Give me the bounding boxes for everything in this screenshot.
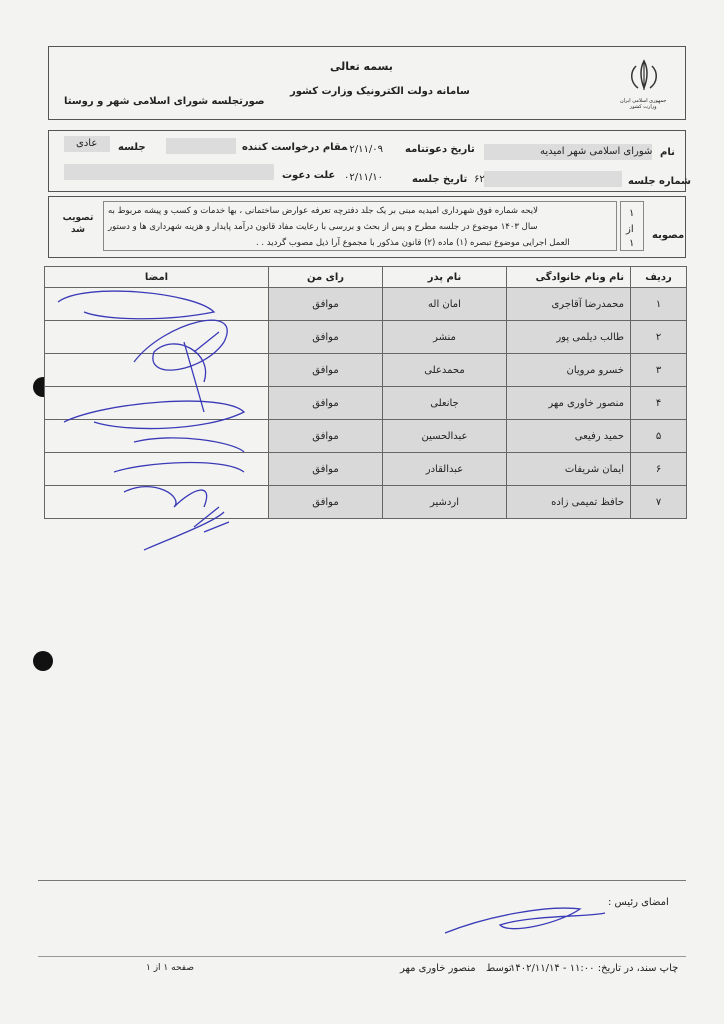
invite-date-label: تاریخ دعوتنامه [405, 144, 475, 155]
vote: موافق [269, 354, 383, 387]
row-index: ۱ [631, 288, 687, 321]
invite-date-value: ۰۲/۱۱/۰۹ [344, 144, 383, 155]
header-vote: رای من [269, 267, 383, 288]
session-date-value: ۰۲/۱۱/۱۰ [344, 172, 383, 183]
vote: موافق [269, 486, 383, 519]
session-number-field [484, 171, 622, 187]
row-index: ۷ [631, 486, 687, 519]
resolution-status: تصویب شد [62, 213, 94, 235]
signature-6 [144, 507, 229, 550]
father-name: منشر [383, 321, 507, 354]
vote: موافق [269, 321, 383, 354]
member-name: حمید رفیعی [507, 420, 631, 453]
binder-hole-bottom [33, 651, 53, 671]
father-name: اردشیر [383, 486, 507, 519]
father-name: امان اله [383, 288, 507, 321]
member-signatures [44, 282, 266, 562]
chairman-signature [440, 895, 610, 945]
resolution-number: ۱ [629, 208, 635, 219]
session-number-label: شماره جلسه [628, 176, 691, 187]
row-index: ۴ [631, 387, 687, 420]
header-box [48, 46, 686, 120]
footer-line [38, 956, 686, 957]
father-name: محمدعلی [383, 354, 507, 387]
print-date: چاپ سند، در تاریخ: ۱۱:۰۰ - ۱۴۰۲/۱۱/۱۴ [510, 963, 679, 974]
vote: موافق [269, 420, 383, 453]
session-number-value: ۶۲ [474, 174, 485, 185]
meeting-type-label: جلسه [118, 142, 146, 153]
emblem-caption: جمهوری اسلامی ایران وزارت کشور [620, 98, 667, 110]
resolution-total: ۱ [629, 238, 635, 249]
system-title: سامانه دولت الکترونیک وزارت کشور [290, 86, 470, 97]
chairman-signature-label: امضای رئیس : [608, 897, 669, 908]
member-name: محمدرضا آقاجری [507, 288, 631, 321]
signature-1 [58, 291, 214, 319]
resolution-label: مصوبه [652, 230, 685, 241]
iran-emblem-icon [626, 58, 662, 100]
footer-divider [38, 880, 686, 881]
vote: موافق [269, 387, 383, 420]
header-index: ردیف [631, 267, 687, 288]
vote: موافق [269, 453, 383, 486]
father-name: عبدالحسین [383, 420, 507, 453]
invite-reason-field [64, 164, 274, 180]
signature-2 [134, 320, 227, 382]
member-name: ایمان شریفات [507, 453, 631, 486]
printed-by-label: توسط [486, 963, 512, 974]
invite-reason-label: علت دعوت [282, 170, 336, 181]
requester-label: مقام درخواست کننده [242, 142, 348, 153]
session-date-label: تاریخ جلسه [412, 174, 468, 185]
row-index: ۵ [631, 420, 687, 453]
row-index: ۶ [631, 453, 687, 486]
signature-3 [184, 332, 219, 412]
member-name: طالب دیلمی پور [507, 321, 631, 354]
printed-by-name: منصور خاوری مهر [400, 963, 476, 974]
father-name: جانعلی [383, 387, 507, 420]
member-name: خسرو مرویان [507, 354, 631, 387]
row-index: ۲ [631, 321, 687, 354]
document-title: صورتجلسه شورای اسلامی شهر و روستا [64, 96, 265, 107]
basmala: بسمه تعالی [330, 60, 393, 73]
member-name: حافظ تمیمی زاده [507, 486, 631, 519]
vote: موافق [269, 288, 383, 321]
father-name: عبدالقادر [383, 453, 507, 486]
header-full-name: نام ونام خانوادگی [507, 267, 631, 288]
resolution-of-label: از [626, 224, 634, 235]
signature-4 [64, 401, 244, 452]
header-father-name: نام پدر [383, 267, 507, 288]
member-name: منصور خاوری مهر [507, 387, 631, 420]
resolution-text-line-3: العمل اجرایی موضوع تبصره (۱) ماده (۲) قانون مذکور با مجموع آرا ذیل مصوب گردید . . [256, 238, 570, 248]
requester-field [166, 138, 236, 154]
row-index: ۳ [631, 354, 687, 387]
header-signature: امضا [45, 267, 269, 288]
council-name-label: نام [660, 147, 675, 158]
council-name-value: شورای اسلامی شهر امیدیه [540, 146, 653, 157]
resolution-text-line-2: سال ۱۴۰۳ موضوع در جلسه مطرح و پس از بحث و بررسی با رعایت مفاد قانون درآمد پایدار و هزینه شهرداری ها و دستور [108, 222, 538, 232]
signature-5 [114, 463, 244, 507]
page-number: صفحه ۱ از ۱ [146, 963, 194, 973]
meeting-type-value: عادی [76, 138, 98, 149]
resolution-text-line-1: لایحه شماره فوق شهرداری امیدیه مبنی بر یک جلد دفترچه تعرفه عوارض ساختمانی ، بها خدمات و کسب و پیشه مربوط به [108, 206, 538, 216]
